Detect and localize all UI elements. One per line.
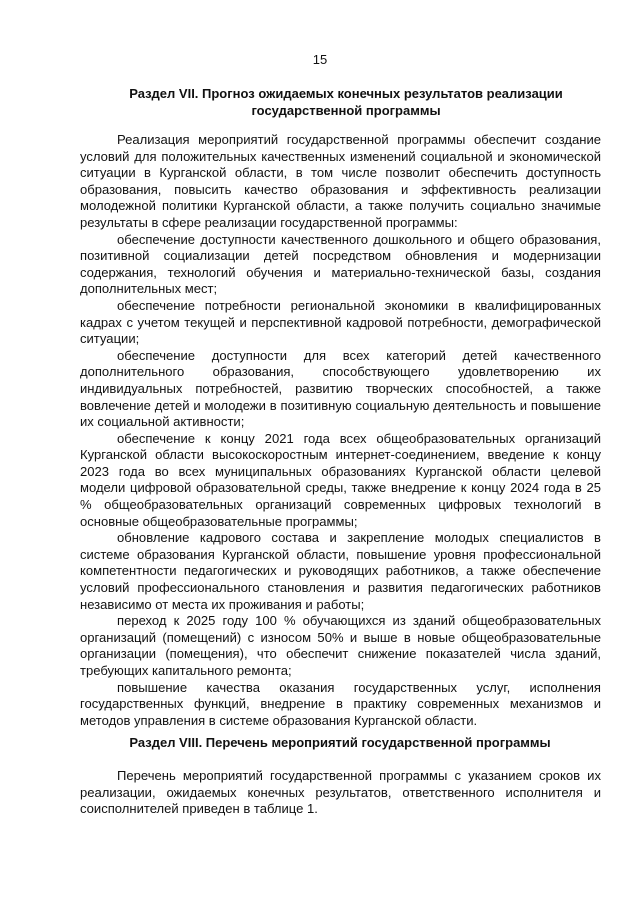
section-8-body xyxy=(80,768,601,818)
section-7-title: Раздел VII. Прогноз ожидаемых конечных результатов реализации государственной программы xyxy=(129,86,563,118)
body-paragraph: обеспечение доступности качественного дошкольного и общего образования, позитивной социализации детей посредством обновления и модернизации содержания, технологий обучения и материально-технической базы, создания дополнительных мест; xyxy=(80,231,601,297)
body-paragraph: Перечень мероприятий государственной программы с указанием сроков их реализации, ожидаемых конечных результатов, ответственного исполнителя и соисполнителей приведен в таблице 1. xyxy=(80,768,601,817)
section-7-body xyxy=(80,132,601,729)
body-paragraph: обновление кадрового состава и закрепление молодых специалистов в системе образования Курганской области, повышение уровня профессиональной компетентности педагогических и руководящих работников, а также обеспечение условий профессионального становления и развития педагогических работников независимо от места их проживания и работы; xyxy=(80,530,601,612)
body-paragraph: обеспечение к концу 2021 года всех общеобразовательных организаций Курганской области высокоскоростным интернет-соединением, введение к концу 2023 года во всех муниципальных образованиях Курганской области целевой модели цифровой образовательной среды, также внедрение к концу 2024 года в 25 % общеобразовательных организаций современных цифровых технологий в основные общеобразовательные программы; xyxy=(80,430,601,529)
body-paragraph: Реализация мероприятий государственной программы обеспечит создание условий для положительных качественных изменений социальной и экономической ситуации в Курганской области, в том числе позволит обеспечить доступность образования, повысить качество образования и эффективность реализации молодежной политики Курганской области, а также получить социально значимые результаты в сфере реализации государственной программы: xyxy=(80,132,601,230)
section-8-title: Раздел VIII. Перечень мероприятий государственной программы xyxy=(129,735,551,750)
body-paragraph: переход к 2025 году 100 % обучающихся из зданий общеобразовательных организаций (помещений) с износом 50% и выше в новые общеобразовательные организации (помещения), что обеспечит снижение показателей числа зданий, требующих капитального ремонта; xyxy=(80,613,601,678)
body-paragraph: обеспечение доступности для всех категорий детей качественного дополнительного образования, способствующего удовлетворению их индивидуальных потребностей, развитию творческих способностей, а также вовлечение детей и молодежи в позитивную социальную деятельность и повышение их социальной активности; xyxy=(80,347,601,430)
page-number: 15 xyxy=(312,52,328,67)
body-paragraph: повышение качества оказания государственных услуг, исполнения государственных функций, внедрение в практику современных механизмов и методов управления в системе образования Курганской области. xyxy=(80,679,601,728)
body-paragraph: обеспечение потребности региональной экономики в квалифицированных кадрах с учетом текущей и перспективной кадровой потребности, демографической ситуации; xyxy=(80,297,601,347)
